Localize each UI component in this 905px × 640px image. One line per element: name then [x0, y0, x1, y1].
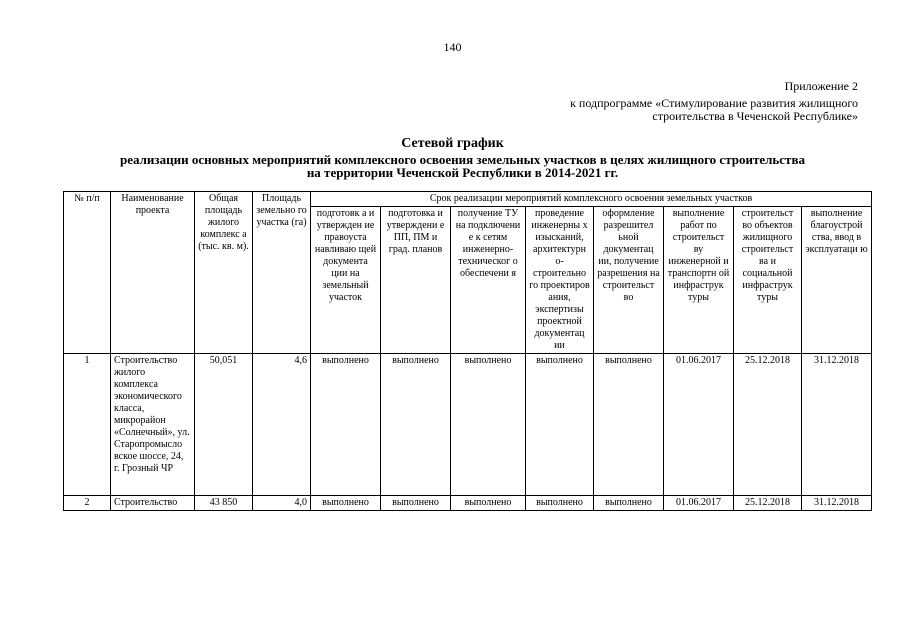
table-row [64, 496, 872, 511]
header-stage-group: Срок реализации мероприятий комплексного освоения земельных участков [311, 192, 872, 207]
cell-stage-7: 25.12.2018 [734, 496, 802, 511]
table-header-row-1 [64, 192, 872, 207]
schedule-table [63, 191, 872, 511]
cell-stage-2: выполнено [381, 496, 451, 511]
cell-land-area: 4,6 [253, 354, 311, 496]
table-row [64, 354, 872, 496]
document-subtitle [40, 153, 885, 179]
cell-stage-6: 01.06.2017 [664, 354, 734, 496]
header-stage-3: получение ТУ на подключени е к сетям инженерно-техническог о обеспечени я [451, 207, 526, 354]
cell-stage-8: 31.12.2018 [802, 496, 872, 511]
cell-stage-1: выполнено [311, 354, 381, 496]
header-project-name: Наименование проекта [111, 192, 195, 354]
header-stage-5: оформление разрешител ьной документац ии, получение разрешения на строительст во [594, 207, 664, 354]
cell-num: 2 [64, 496, 111, 511]
header-stage-4: проведение инженерны х изысканий, архитектурн о-строительно го проектиров ания, экспертизы проектной документац ии [526, 207, 594, 354]
cell-stage-3: выполнено [451, 354, 526, 496]
cell-total-area: 43 850 [195, 496, 253, 511]
cell-stage-4: выполнено [526, 354, 594, 496]
header-stage-6: выполнение работ по строительст ву инженерной и транспортн ой инфраструк туры [664, 207, 734, 354]
cell-stage-8: 31.12.2018 [802, 354, 872, 496]
cell-stage-7: 25.12.2018 [734, 354, 802, 496]
header-num: № п/п [64, 192, 111, 354]
header-stage-2: подготовка и утверждени е ПП, ПМ и град. планов [381, 207, 451, 354]
cell-stage-1: выполнено [311, 496, 381, 511]
appendix-label: Приложение 2 [784, 79, 858, 93]
cell-stage-5: выполнено [594, 496, 664, 511]
subprogram-line-2: строительства в Чеченской Республике» [652, 109, 858, 123]
cell-num: 1 [64, 354, 111, 496]
header-stage-8: выполнение благоустрой ства, ввод в эксплуатаци ю [802, 207, 872, 354]
page-number: 140 [443, 40, 462, 54]
document-title: Сетевой график [401, 136, 504, 151]
subtitle-line-1: реализации основных мероприятий комплексного освоения земельных участков в целях жилищного строительства [120, 152, 805, 167]
cell-project-name: Строительство жилого комплекса экономического класса, микрорайон «Солнечный», ул. Старопромысло вское шоссе, 24, г. Грозный ЧР [111, 354, 195, 496]
cell-total-area: 50,051 [195, 354, 253, 496]
cell-stage-2: выполнено [381, 354, 451, 496]
subtitle-line-2: на территории Чеченской Республики в 2014-2021 гг. [306, 165, 619, 180]
cell-stage-3: выполнено [451, 496, 526, 511]
cell-stage-5: выполнено [594, 354, 664, 496]
header-stage-7: строительст во объектов жилищного строительст ва и социальной инфраструк туры [734, 207, 802, 354]
cell-project-name: Строительство [111, 496, 195, 511]
subprogram-line-1: к подпрограмме «Стимулирование развития жилищного [570, 96, 858, 110]
header-land-area: Площадь земельно го участка (га) [253, 192, 311, 354]
subprogram-reference [498, 97, 858, 123]
header-stage-1: подготовк а и утвержден ие правоуста навливаю щей документа ции на земельный участок [311, 207, 381, 354]
header-total-area: Общая площадь жилого комплекс а (тыс. кв. м). [195, 192, 253, 354]
cell-land-area: 4,0 [253, 496, 311, 511]
cell-stage-4: выполнено [526, 496, 594, 511]
cell-stage-6: 01.06.2017 [664, 496, 734, 511]
